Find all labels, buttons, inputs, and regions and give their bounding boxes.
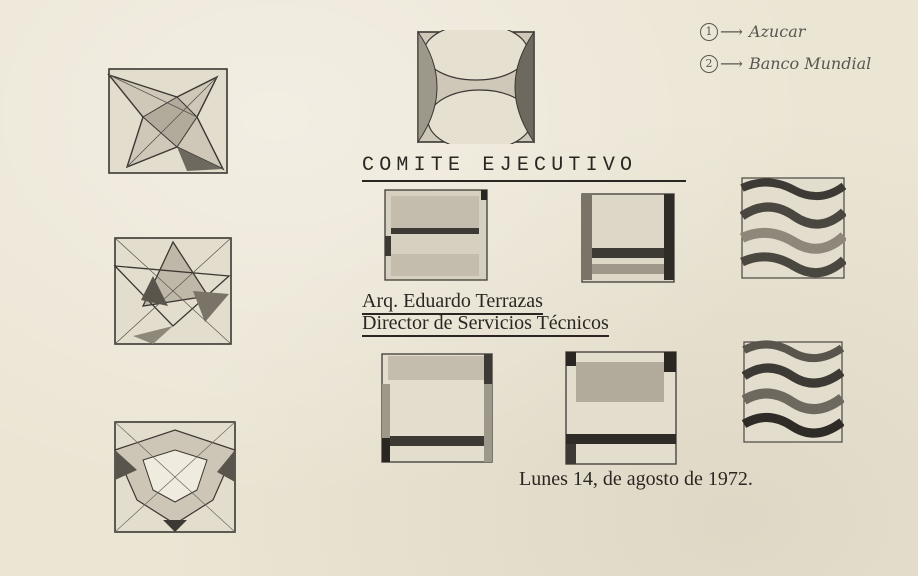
sketch-circles (416, 30, 536, 144)
committee-title: COMITE EJECUTIVO (362, 154, 686, 182)
sketch-panel-bars-2 (580, 192, 676, 284)
sketch-waves-2 (742, 340, 844, 444)
sketch-panel-bars-1 (383, 188, 489, 282)
note-text: Azucar (748, 22, 806, 41)
arrow-icon: ⟶ (720, 22, 743, 41)
arrow-icon: ⟶ (720, 54, 743, 73)
handwritten-notes (700, 18, 905, 80)
sketch-panel-bars-4 (564, 350, 678, 466)
sketch-waves-1 (740, 176, 846, 280)
geometric-sketch-kaleidoscope (113, 420, 237, 534)
note-item (700, 22, 805, 41)
note-number: 2 (700, 55, 718, 73)
document-date: Lunes 14, de agosto de 1972. (519, 468, 753, 490)
person-name: Arq. Eduardo Terrazas (362, 290, 543, 315)
sketch-panel-bars-3 (380, 352, 494, 464)
person-position: Director de Servicios Técnicos (362, 312, 609, 337)
note-item (700, 54, 871, 73)
note-number: 1 (700, 23, 718, 41)
geometric-sketch-star-polygon (107, 67, 229, 175)
note-text: Banco Mundial (748, 54, 872, 73)
geometric-sketch-triangles (113, 236, 233, 346)
